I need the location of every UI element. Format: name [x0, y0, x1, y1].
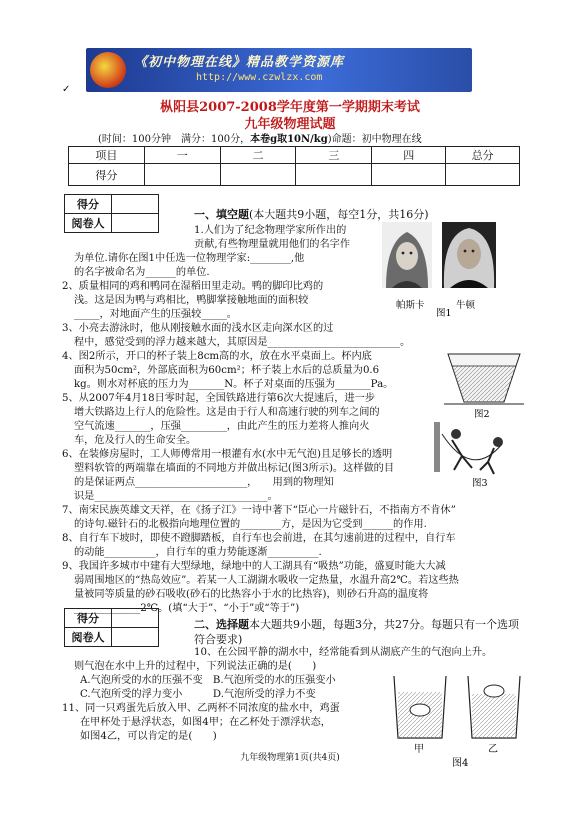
exam-title: 枞阳县2007-2008学年度第一学期期末考试	[160, 100, 420, 115]
meta-bold: 本卷g取10N/kg	[250, 134, 328, 145]
question-line: 1.人们为了纪念物理学家所作出的	[194, 225, 347, 236]
score-table	[68, 146, 520, 186]
beaker-a-label: 甲	[414, 744, 424, 755]
question-line: _____，对地面产生的压强较_____。	[74, 309, 237, 320]
pascal-portrait	[382, 222, 432, 288]
section2-title: 二、选择题	[194, 618, 249, 631]
score-cell-3[interactable]	[296, 164, 372, 186]
question-line: 的是保证两点______________________， 用到的物理知	[74, 477, 334, 488]
mini-score-label: 得分	[65, 195, 112, 214]
section2-grader-table	[64, 608, 159, 647]
question-line: 的名字被命名为______的单位.	[74, 267, 210, 278]
question-line: 程中，感觉受到的浮力越来越大，其原因是__________________________。	[74, 337, 411, 348]
newton-portrait	[442, 222, 496, 288]
score-cell-4[interactable]	[372, 164, 446, 186]
banner-title: 《初中物理在线》精品教学资源库	[134, 55, 345, 70]
section1-note: (本大题共9小题，每空1分，共16分)	[249, 208, 429, 221]
score-row-label: 得分	[69, 164, 145, 186]
score-header-1: 一	[144, 147, 220, 164]
question-line: 11、同一只鸡蛋先后放入甲、乙两杯不同浓度的盐水中，鸡蛋	[62, 703, 340, 714]
mini2-reviewer-label: 阅卷人	[65, 628, 112, 647]
question-line: 的动能__________，自行车的重力势能逐渐__________.	[74, 547, 322, 558]
mini-reviewer-cell[interactable]	[112, 214, 159, 233]
question-line: kg。则水对杯底的压力为_______N。杯子对桌面的压强为_______Pa。	[74, 379, 394, 390]
question-line: 8、自行车下坡时，即使不蹬脚踏板，自行车也会前进，在其匀速前进的过程中，自行车	[62, 533, 456, 544]
score-header-2: 二	[220, 147, 296, 164]
mini2-score-label: 得分	[65, 609, 112, 628]
mini-score-cell[interactable]	[112, 195, 159, 214]
fig1-right-name: 牛顿	[456, 300, 476, 311]
check-mark: ✓	[62, 84, 71, 95]
question-line: C.气泡所受的浮力变小 D.气泡所受的浮力不变	[80, 689, 316, 700]
meta-suffix: )命题：初中物理在线	[327, 134, 422, 145]
question-line: 则气泡在水中上升的过程中，下列说法正确的是( )	[74, 661, 317, 672]
question-line: 在甲杯处于悬浮状态，如图4甲；在乙杯处于漂浮状态，	[80, 717, 331, 728]
question-line: 9、我国许多城市中建有大型绿地，绿地中的人工湖具有“吸热”功能，盛夏时能大大减	[62, 561, 446, 572]
beaker-b	[468, 676, 520, 738]
question-line: 浅。这是因为鸭与鸡相比，鸭脚掌接触地面的面积较	[74, 295, 309, 306]
question-line: 量被同等质量的砂石吸收(砂石的比热容小于水的比热容)，则砂石升高的温度将	[74, 589, 429, 600]
figure2-cup	[444, 348, 524, 418]
score-header-item: 项目	[69, 147, 145, 164]
banner-url[interactable]: http://www.czwlzx.com	[196, 72, 323, 83]
question-line: 5、从2007年4月18日零时起，全国铁路进行第6次大提速后，进一步	[62, 393, 376, 404]
meta-prefix: (时间：100分钟 满分：100分，	[98, 134, 251, 145]
question-line: 4、图2所示，开口的杯子装上8cm高的水，放在水平桌面上。杯内底	[62, 351, 372, 362]
question-line: 2、质量相同的鸡和鸭同在湿稻田里走动。鸭的脚印比鸡的	[62, 281, 324, 292]
exam-meta	[98, 130, 422, 145]
question-line: 贡献,有些物理量就用他们的名字作	[194, 239, 351, 250]
exam-subtitle: 九年级物理试题	[244, 117, 336, 132]
question-line: 6、在装修房屋时，工人师傅常用一根灌有水(水中无气泡)且足够长的透明	[62, 449, 393, 460]
question-line: A.气泡所受的水的压强不变 B.气泡所受的水的压强变小	[80, 675, 336, 686]
fig2-caption: 图2	[474, 409, 490, 418]
question-line: 识是__________________________________。	[74, 491, 278, 502]
question-line: 7、南宋民族英雄文天祥，在《扬子江》一诗中著下“臣心一片磁针石，不指南方不肯休”	[62, 505, 456, 516]
question-line: 3、小亮去游泳时，他从刚接触水面的浅水区走向深水区的过	[62, 323, 334, 334]
section1-grader-table	[64, 194, 159, 233]
question-line: 如图4乙，可以肯定的是( )	[80, 731, 217, 742]
question-line: 面积为50cm²，外部底面积为60cm²；杯子装上水后的总质量为0.6	[74, 365, 380, 376]
question-line: 的诗句.磁针石的北极指向地理位置的________方，是因为它受到______的作用.	[74, 519, 427, 530]
question-line: 增大铁路边上行人的危险性。这是由于行人和高速行驶的列车之间的	[74, 407, 380, 418]
question-line: 10、在公园平静的湖水中，经常能看到从湖底产生的气泡向上升。	[194, 647, 493, 658]
page-footer: 九年级物理第1页(共4页)	[240, 753, 340, 763]
question-line: 空气流速_______，压强_________，由此产生的压力差将人推向火	[74, 421, 370, 432]
site-banner	[86, 48, 472, 92]
figure1-portraits	[380, 222, 500, 318]
question-line: 车，危及行人的生命安全。	[74, 435, 197, 446]
section1-title: 一、填空题	[194, 208, 249, 221]
section1-heading	[194, 206, 429, 222]
question-line: 弱周围地区的“热岛效应”。若某一人工湖湖水吸收一定热量，水温升高2℃。若这些热	[74, 575, 459, 586]
fig1-caption: 图1	[436, 308, 452, 318]
section2-note: 本大题共9小题，每题3分，共27分。每题只有一个选项符合要求)	[194, 618, 519, 646]
score-cell-total[interactable]	[446, 164, 520, 186]
score-cell-1[interactable]	[144, 164, 220, 186]
score-cell-2[interactable]	[220, 164, 296, 186]
fig1-left-name: 帕斯卡	[396, 300, 425, 311]
section2-heading	[194, 618, 520, 648]
fig3-caption: 图3	[472, 478, 488, 488]
question-line: 塑料软管的两端靠在墙面的不同地方并做出标记(图3所示)。这样做的目	[74, 463, 395, 474]
score-header-4: 四	[372, 147, 446, 164]
beaker-b-label: 乙	[488, 744, 498, 755]
site-logo-icon	[90, 52, 126, 88]
fig4-caption: 图4	[452, 758, 469, 768]
question-line: _____________2℃。(填“大于”、“小于”或“等于”)	[74, 603, 300, 614]
mini2-reviewer-cell[interactable]	[112, 628, 159, 647]
score-header-total: 总分	[446, 147, 520, 164]
mini-reviewer-label: 阅卷人	[65, 214, 112, 233]
mini2-score-cell[interactable]	[112, 609, 159, 628]
beaker-a	[394, 676, 446, 738]
score-header-3: 三	[296, 147, 372, 164]
question-line: 为单位.请你在图1中任选一位物理学家:________,他	[74, 253, 305, 264]
figure3-workers	[432, 420, 524, 488]
